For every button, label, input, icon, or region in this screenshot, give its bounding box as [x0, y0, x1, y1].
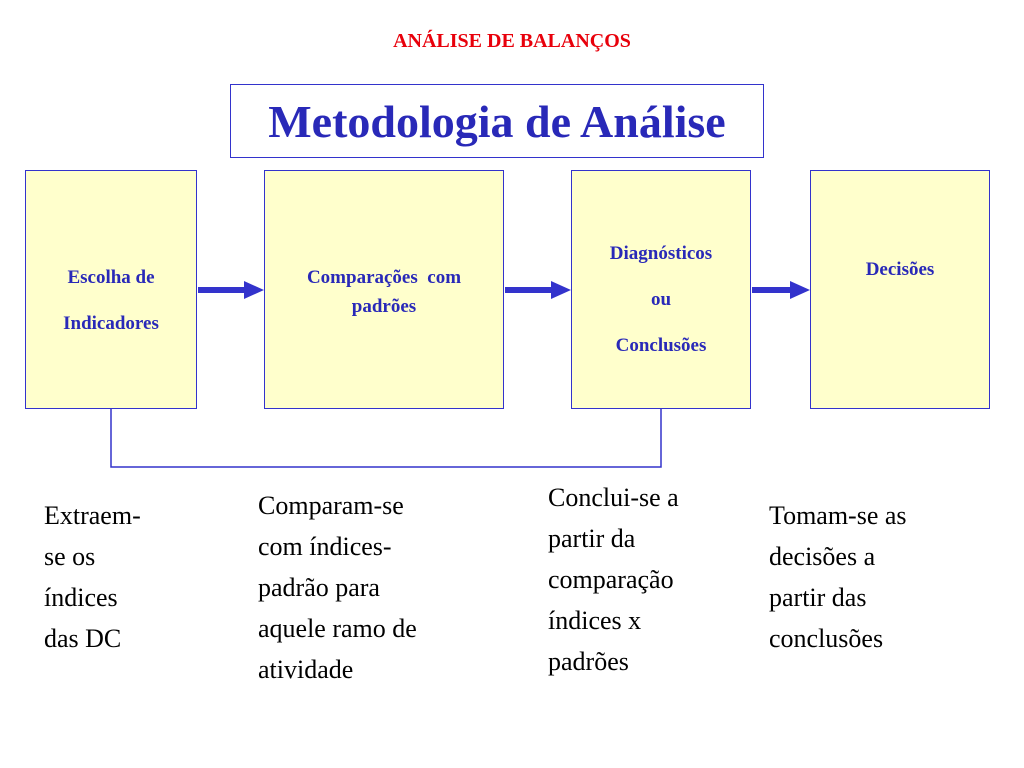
slide-title: Metodologia de Análise — [268, 95, 726, 147]
slide-header: ANÁLISE DE BALANÇOS — [393, 30, 631, 52]
step-label-line: Diagnósticos — [609, 243, 713, 264]
description-line: Comparam-se — [258, 491, 404, 520]
description-indicators — [44, 495, 141, 659]
description-line: aquele ramo de — [258, 614, 417, 643]
description-line: conclusões — [769, 624, 884, 653]
description-line: com índices- — [258, 532, 392, 561]
step-label-line: Conclusões — [615, 335, 707, 356]
description-line: Extraem- — [44, 501, 141, 530]
feedback-connector — [111, 409, 661, 467]
description-diagnostics — [548, 477, 679, 682]
step-label-line: Comparações com — [306, 267, 462, 288]
step-label-line: padrões — [351, 296, 417, 317]
description-line: comparação — [548, 565, 674, 594]
description-comparisons — [258, 485, 417, 690]
description-line: atividade — [258, 655, 354, 684]
description-line: partir da — [548, 524, 636, 553]
description-line: índices — [44, 583, 118, 612]
step-label-line: Decisões — [865, 259, 935, 280]
description-line: partir das — [769, 583, 867, 612]
description-line: Tomam-se as — [769, 501, 907, 530]
arrow-2 — [505, 281, 571, 299]
description-decisions — [769, 495, 907, 659]
description-line: padrões — [548, 647, 629, 676]
arrow-3 — [752, 281, 810, 299]
step-label-line: Escolha de — [67, 267, 155, 288]
description-line: índices x — [548, 606, 642, 635]
description-line: padrão para — [258, 573, 380, 602]
description-line: Conclui-se a — [548, 483, 679, 512]
step-label-line: Indicadores — [63, 313, 159, 334]
description-line: das DC — [44, 624, 122, 653]
step-label-line: ou — [650, 289, 672, 310]
arrow-1 — [198, 281, 264, 299]
description-line: decisões a — [769, 542, 876, 571]
description-line: se os — [44, 542, 96, 571]
